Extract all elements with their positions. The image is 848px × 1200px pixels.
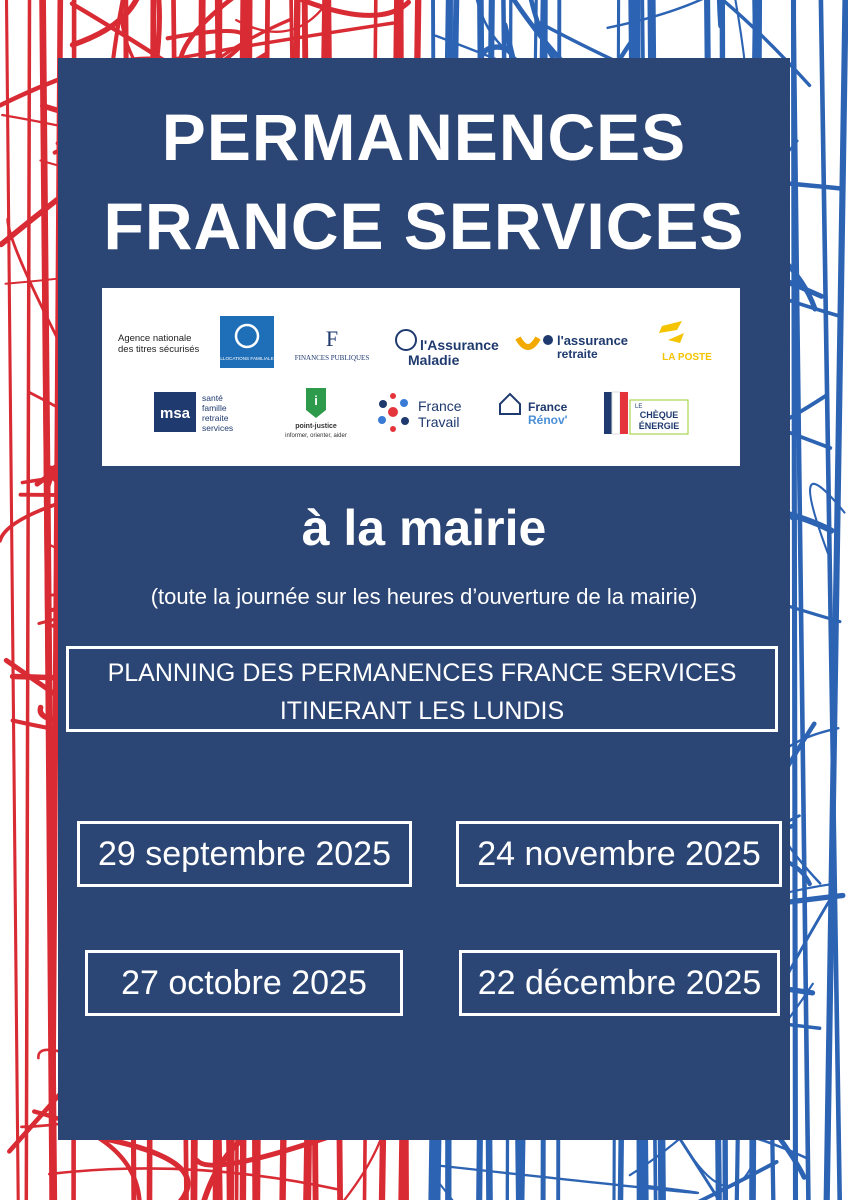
hours-note: (toute la journée sur les heures d’ouverture de la mairie) <box>150 584 698 609</box>
svg-text:France: France <box>418 398 462 414</box>
svg-text:l'assurance: l'assurance <box>557 333 629 348</box>
svg-text:famille: famille <box>202 403 227 413</box>
svg-text:CHÈQUE: CHÈQUE <box>639 410 679 420</box>
planning-box <box>66 646 778 732</box>
ants-logo <box>118 333 200 355</box>
cheque-energie-logo <box>604 392 688 434</box>
partner-logos-strip <box>102 288 740 466</box>
location-heading: à la mairie <box>301 500 547 556</box>
svg-text:santé: santé <box>202 393 223 403</box>
title-line-1: PERMANENCES <box>161 100 687 174</box>
svg-text:des titres sécurisés: des titres sécurisés <box>118 344 200 355</box>
svg-text:msa: msa <box>159 405 191 422</box>
title-line-2: FRANCE SERVICES <box>103 189 745 263</box>
svg-text:point-justice: point-justice <box>295 423 337 430</box>
svg-text:retraite: retraite <box>202 413 229 423</box>
svg-text:services: services <box>202 423 234 433</box>
svg-text:ÉNERGIE: ÉNERGIE <box>638 421 680 431</box>
svg-text:F: F <box>325 326 339 351</box>
svg-text:Rénov': Rénov' <box>528 413 568 427</box>
partner-logos <box>102 288 740 466</box>
svg-text:LA POSTE: LA POSTE <box>662 352 712 363</box>
caf-logo <box>217 316 276 368</box>
date-box-3: 27 octobre 2025 <box>85 950 403 1016</box>
scribble-stroke <box>794 0 796 1200</box>
svg-text:Travail: Travail <box>418 414 460 430</box>
svg-text:LE: LE <box>635 404 643 410</box>
date-box-2: 24 novembre 2025 <box>456 821 782 887</box>
assurance-maladie-logo <box>396 330 499 368</box>
svg-text:ALLOCATIONS FAMILIALES: ALLOCATIONS FAMILIALES <box>217 356 277 361</box>
date-box-1: 29 septembre 2025 <box>77 821 412 887</box>
svg-text:Agence nationale: Agence nationale <box>118 333 192 344</box>
point-justice-logo <box>285 388 347 439</box>
svg-text:France: France <box>528 400 568 414</box>
france-travail-logo <box>378 393 462 432</box>
svg-text:informer, orienter, aider: informer, orienter, aider <box>285 433 347 439</box>
finances-publiques-logo <box>295 326 370 362</box>
svg-text:l'Assurance: l'Assurance <box>420 337 499 353</box>
svg-text:FINANCES PUBLIQUES: FINANCES PUBLIQUES <box>294 354 370 362</box>
svg-text:i: i <box>314 393 318 408</box>
planning-line-2: ITINERANT LES LUNDIS <box>279 697 565 725</box>
assurance-retraite-logo <box>518 333 628 361</box>
msa-logo <box>154 392 233 433</box>
svg-text:Maladie: Maladie <box>408 352 460 368</box>
la-poste-logo <box>659 321 712 363</box>
date-box-4: 22 décembre 2025 <box>459 950 780 1016</box>
planning-line-1: PLANNING DES PERMANENCES FRANCE SERVICES <box>107 659 737 687</box>
france-renov-logo <box>500 394 568 427</box>
svg-text:retraite: retraite <box>557 347 598 361</box>
